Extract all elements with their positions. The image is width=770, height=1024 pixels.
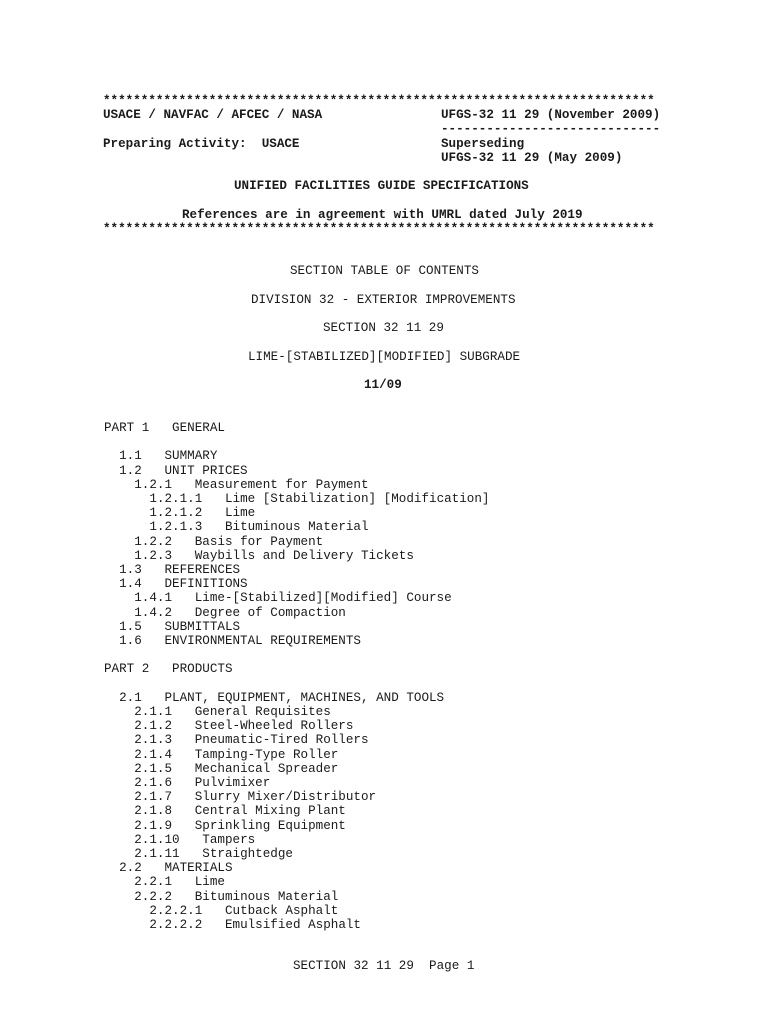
toc-entry-label: Pneumatic-Tired Rollers: [194, 733, 369, 748]
toc-entry-number: 1.4.1: [134, 591, 173, 606]
toc-entry-label: Lime-[Stabilized][Modified] Course: [194, 591, 452, 606]
page-footer: SECTION 32 11 29 Page 1: [293, 959, 475, 973]
ufgs-designation: UFGS-32 11 29 (November 2009): [441, 108, 661, 122]
toc-entry-label: PLANT, EQUIPMENT, MACHINES, AND TOOLS: [164, 690, 445, 705]
toc-entry-number: 2.2.2.1: [149, 903, 203, 918]
toc-entry-number: 2.1.8: [134, 804, 173, 819]
toc-entry-number: 2.1.4: [134, 747, 173, 762]
toc-entry-label: Measurement for Payment: [194, 477, 369, 492]
toc-entry: [134, 790, 376, 804]
toc-entry-number: 2.1.6: [134, 776, 173, 790]
toc-entry-label: SUBMITTALS: [164, 619, 241, 634]
toc-entry-label: DEFINITIONS: [164, 577, 248, 592]
toc-entry-number: 1.2.1.3: [149, 520, 203, 535]
toc-entry: [134, 733, 368, 747]
toc-entry-number: 2.1.10: [134, 832, 180, 847]
toc-entry-label: General Requisites: [194, 705, 331, 719]
toc-entry: [134, 719, 353, 733]
toc-entry-number: 1.2.3: [134, 548, 173, 563]
toc-entry: [134, 748, 338, 762]
toc-entry-label: Cutback Asphalt: [224, 903, 339, 918]
toc-entry-number: 2.1: [119, 690, 142, 705]
toc-entry: [119, 861, 232, 875]
toc-entry: [119, 563, 240, 577]
agency-list: USACE / NAVFAC / AFCEC / NASA: [103, 108, 323, 122]
toc-entry: [134, 762, 338, 776]
toc-entry: [119, 691, 444, 705]
toc-entry-label: Waybills and Delivery Tickets: [194, 548, 414, 563]
section-number: SECTION 32 11 29: [323, 321, 444, 335]
toc-entry: [134, 804, 346, 818]
toc-entry-number: 2.1.5: [134, 761, 173, 776]
toc-entry-number: 1.2.1: [134, 477, 173, 492]
toc-entry-label: Central Mixing Plant: [194, 804, 346, 819]
toc-entry-number: 1.6: [119, 634, 142, 648]
division-title: DIVISION 32 - EXTERIOR IMPROVEMENTS: [251, 293, 516, 307]
toc-entry: [134, 591, 451, 605]
toc-entry: [134, 478, 368, 492]
toc-entry-label: Lime [Stabilization] [Modification]: [224, 492, 490, 506]
header-stars-top: *************************************************************************: [103, 94, 655, 108]
toc-entry-number: 2.2.2: [134, 889, 173, 904]
toc-entry-number: 1.2: [119, 463, 142, 478]
toc-entry-number: PART 1: [104, 421, 150, 435]
ufgs-title: UNIFIED FACILITIES GUIDE SPECIFICATIONS: [234, 179, 529, 193]
toc-entry-label: Bituminous Material: [224, 520, 369, 535]
toc-entry: [134, 776, 270, 790]
toc-entry: [119, 577, 248, 591]
toc-entry-label: SUMMARY: [164, 449, 218, 464]
toc-entry-label: Lime: [224, 506, 256, 521]
superseding-label: Superseding: [441, 137, 525, 151]
superseded-ufgs: UFGS-32 11 29 (May 2009): [441, 151, 623, 165]
toc-entry: [119, 464, 248, 478]
toc-entry: [134, 847, 293, 861]
toc-entry: [149, 492, 489, 506]
header-stars-bottom: *************************************************************************: [103, 222, 655, 236]
toc-entry-number: 2.1.3: [134, 733, 173, 748]
toc-entry-label: MATERIALS: [164, 861, 233, 876]
toc-entry-number: 2.2.2.2: [149, 918, 203, 932]
toc-entry: [149, 918, 361, 932]
toc-entry: [119, 449, 217, 463]
toc-entry-number: 2.1.7: [134, 790, 173, 805]
toc-entry: [134, 890, 338, 904]
toc-entry-number: 1.2.2: [134, 534, 173, 549]
toc-entry-label: PRODUCTS: [172, 662, 233, 677]
preparing-activity: Preparing Activity: USACE: [103, 137, 300, 151]
toc-entry-number: 1.4.2: [134, 605, 173, 620]
toc-entry: [104, 421, 225, 435]
toc-entry-label: Mechanical Spreader: [194, 761, 339, 776]
toc-entry-number: 2.2.1: [134, 875, 173, 890]
toc-entry-label: Emulsified Asphalt: [224, 918, 361, 932]
section-date: 11/09: [364, 378, 402, 392]
toc-entry-label: REFERENCES: [164, 563, 241, 577]
toc-entry-label: Bituminous Material: [194, 889, 339, 904]
toc-entry-label: ENVIRONMENTAL REQUIREMENTS: [164, 634, 361, 648]
toc-entry-label: GENERAL: [172, 421, 225, 435]
references-note: References are in agreement with UMRL dated July 2019: [182, 208, 583, 222]
toc-entry-label: Sprinkling Equipment: [194, 818, 346, 833]
toc-entry: [134, 606, 346, 620]
toc-entry-label: UNIT PRICES: [164, 463, 248, 478]
toc-entry-label: Pulvimixer: [194, 776, 271, 790]
toc-entry-number: 1.5: [119, 619, 142, 634]
toc-entry-label: Basis for Payment: [194, 534, 324, 549]
toc-heading: SECTION TABLE OF CONTENTS: [290, 264, 479, 278]
toc-entry-number: 2.1.1: [134, 705, 173, 719]
toc-entry: [134, 875, 225, 889]
toc-entry-number: 2.1.2: [134, 719, 173, 734]
toc-entry-label: Straightedge: [202, 847, 293, 861]
toc-entry: [134, 705, 331, 719]
ufgs-divider: -----------------------------: [441, 122, 661, 136]
toc-entry-number: 2.1.11: [134, 847, 180, 861]
toc-entry: [149, 520, 368, 534]
section-subject: LIME-[STABILIZED][MODIFIED] SUBGRADE: [248, 350, 521, 364]
toc-entry-label: Lime: [194, 875, 225, 890]
toc-entry-label: Slurry Mixer/Distributor: [194, 790, 377, 805]
toc-entry-number: 1.1: [119, 449, 142, 464]
toc-entry-number: 2.1.9: [134, 818, 173, 833]
toc-entry-number: 1.4: [119, 577, 142, 592]
toc-entry: [104, 662, 233, 676]
toc-entry-number: 1.2.1.2: [149, 506, 203, 521]
toc-entry: [119, 620, 240, 634]
toc-entry-label: Tamping-Type Roller: [194, 747, 339, 762]
toc-entry: [134, 549, 414, 563]
toc-entry: [119, 634, 361, 648]
toc-entry-number: 2.2: [119, 861, 142, 876]
toc-entry: [134, 535, 323, 549]
toc-entry: [149, 506, 255, 520]
toc-entry-label: Steel-Wheeled Rollers: [194, 719, 354, 734]
toc-entry-number: 1.2.1.1: [149, 492, 203, 506]
toc-entry: [149, 904, 338, 918]
toc-entry: [134, 833, 255, 847]
toc-entry-number: 1.3: [119, 563, 142, 577]
toc-entry-label: Degree of Compaction: [194, 605, 346, 620]
toc-entry-number: PART 2: [104, 662, 150, 677]
toc-entry-label: Tampers: [202, 832, 256, 847]
toc-entry: [134, 819, 346, 833]
